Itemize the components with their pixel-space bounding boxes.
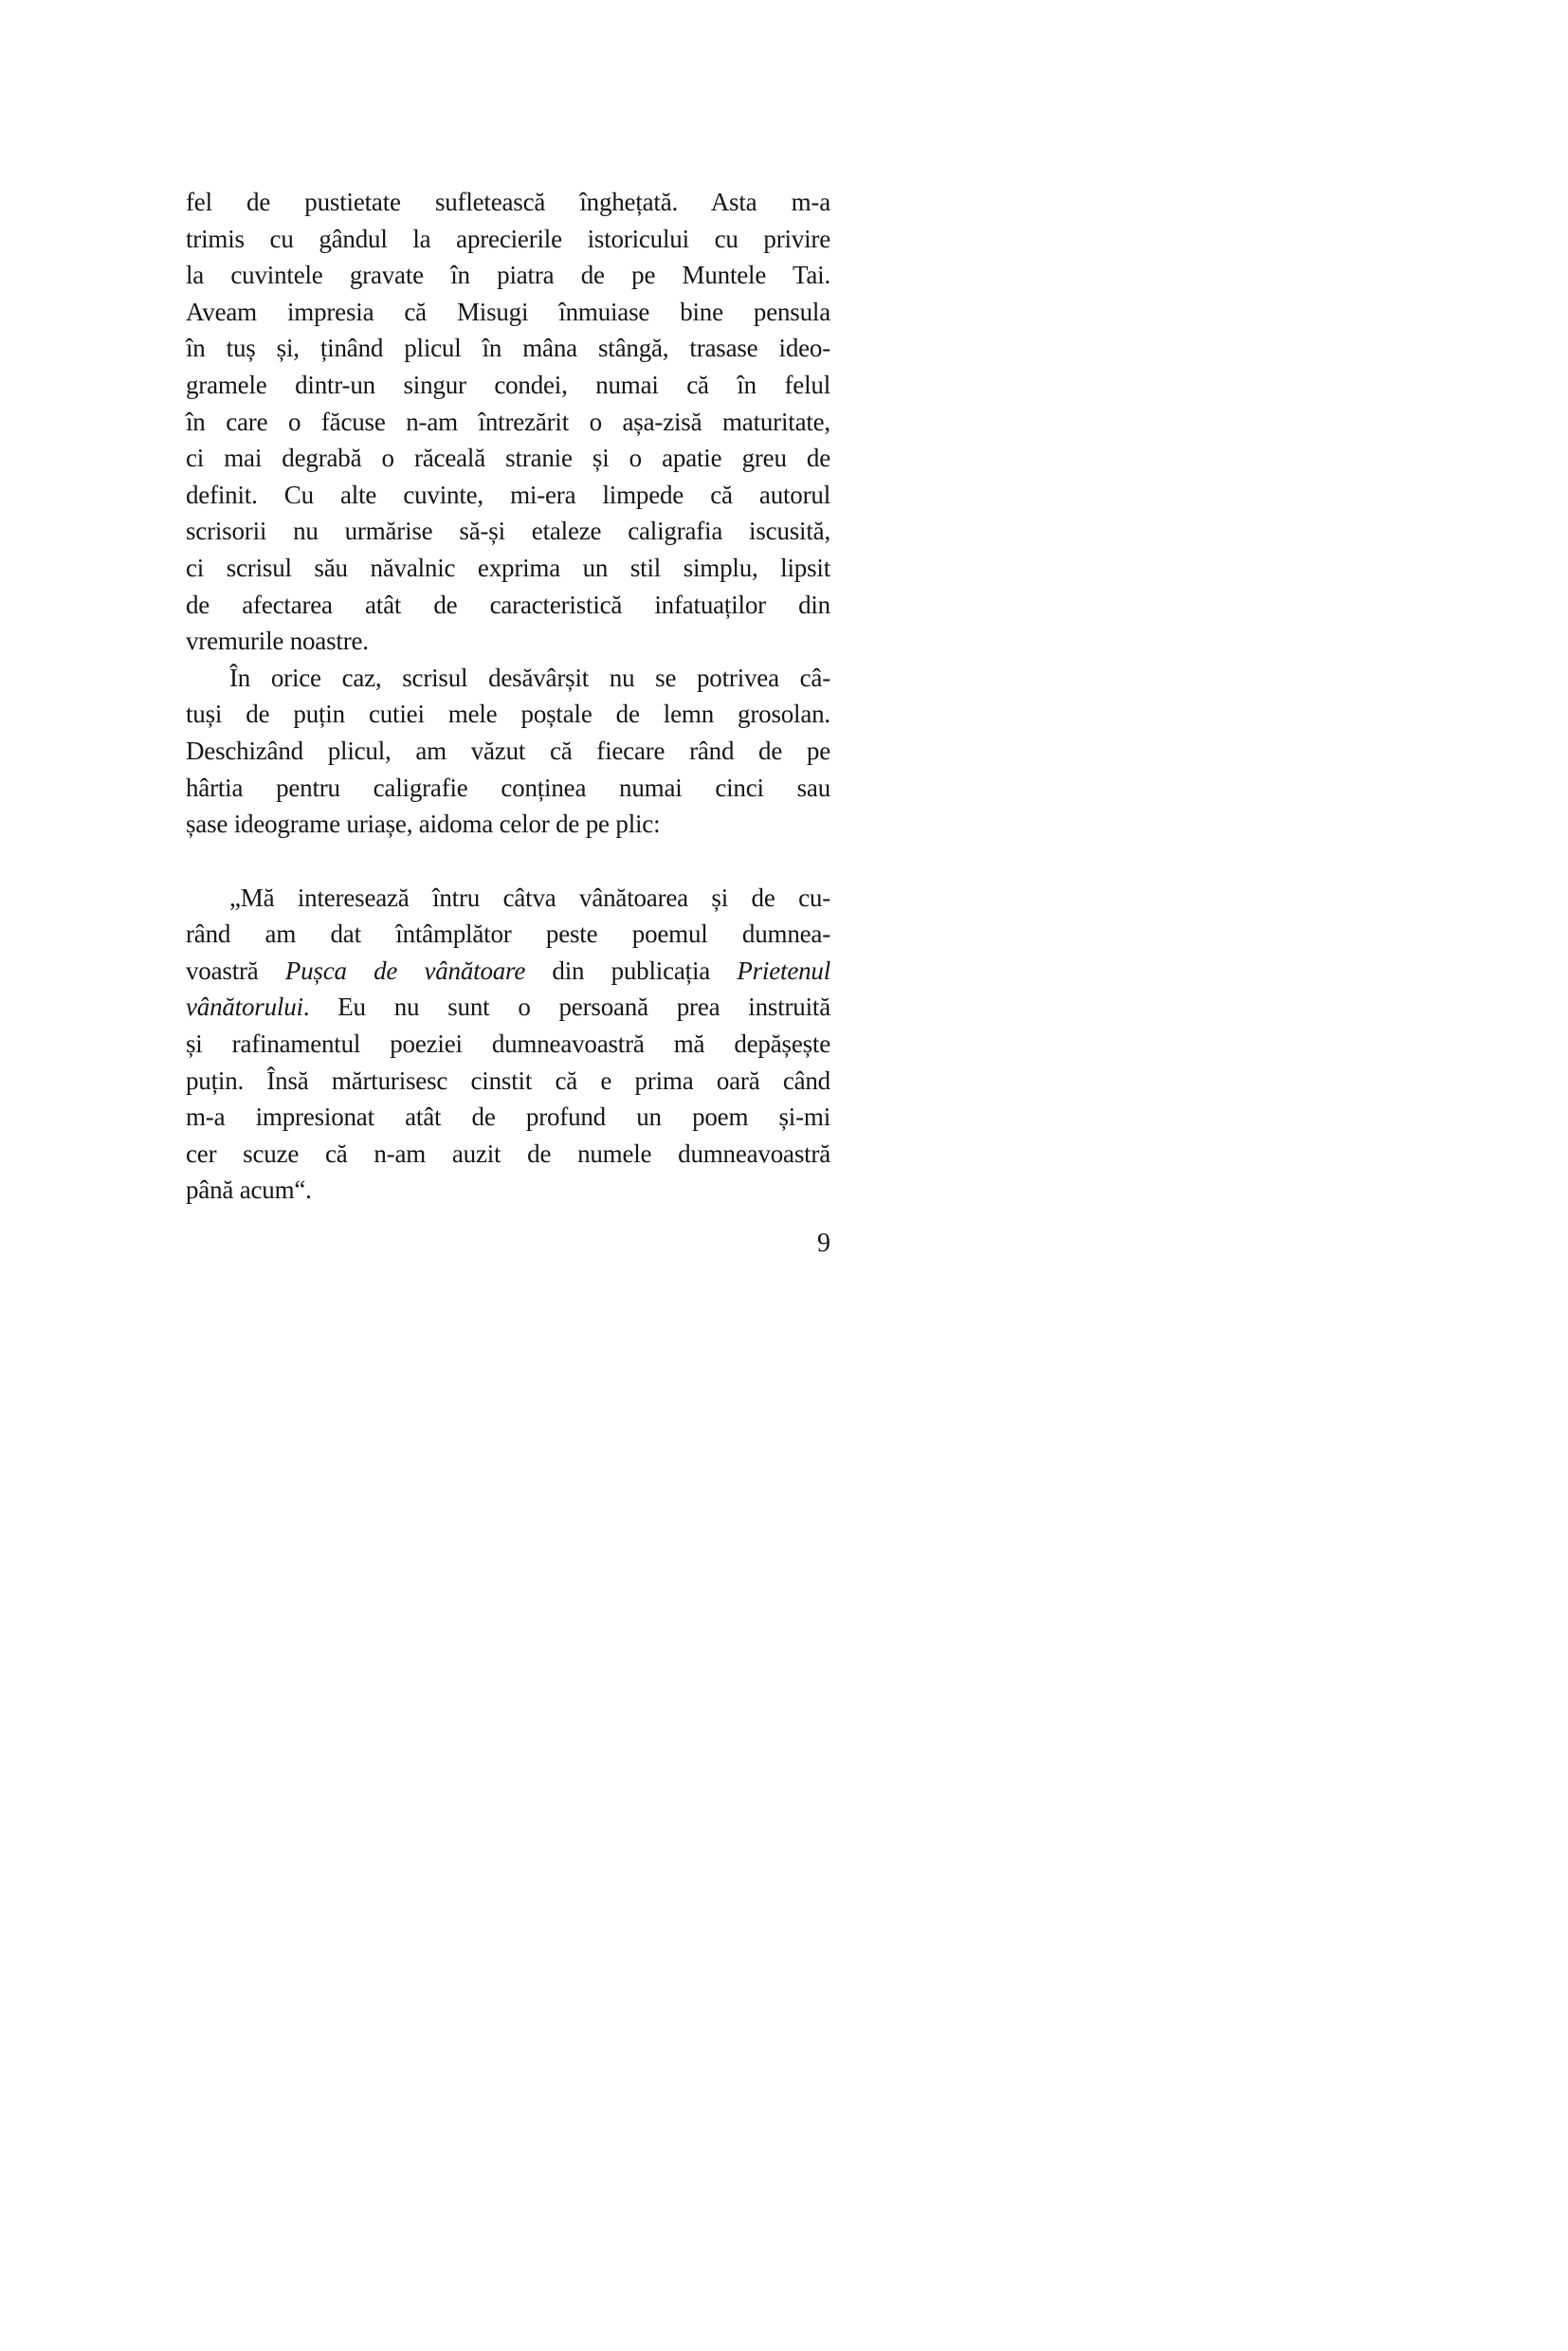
text-line [186,330,830,367]
text-segment: din publicația [525,956,738,985]
text-segment: vremurile noastre. [186,627,369,656]
text-line [186,367,830,404]
text-line [186,916,830,953]
text-segment: „Mă interesează întru câtva vânătoarea și de cu- [229,883,830,912]
text-line [186,660,830,697]
text-segment: definit. Cu alte cuvinte, mi-era limpede că autorul [186,480,830,509]
text-line [186,1026,830,1063]
text-line [186,623,830,660]
italic-text-segment: Prietenul [737,956,831,985]
text-line [186,733,830,770]
text-line [186,404,830,441]
text-segment: . Eu nu sunt o persoană prea instruită [302,993,830,1022]
text-segment: ci mai degrabă o răceală stranie și o apatie greu de [186,444,830,473]
text-segment: în tuș și, ținând plicul în mâna stângă, trasase ideo- [186,334,830,363]
text-segment: de afectarea atât de caracteristică infatuaților din [186,590,830,619]
text-line [186,880,830,917]
text-line [186,550,830,587]
italic-text-segment: vânătorului [186,993,303,1022]
text-segment: rând am dat întâmplător peste poemul dumnea- [186,920,830,949]
text-segment: șase ideograme uriașe, aidoma celor de pe plic: [186,810,661,839]
text-segment: scrisorii nu urmărise să-și etaleze caligrafia iscusită, [186,517,830,546]
text-line [186,1099,830,1136]
text-segment: ci scrisul său năvalnic exprima un stil simplu, lipsit [186,553,830,582]
text-line [186,989,830,1026]
text-segment: gramele dintr-un singur condei, numai că în felul [186,370,830,399]
paragraphs-container [186,184,830,1209]
text-segment: cer scuze că n-am auzit de numele dumneavoastră [186,1139,830,1168]
text-segment: Deschizând plicul, am văzut că fiecare rând de pe [186,736,830,765]
text-line [186,770,830,807]
text-segment: trimis cu gândul la aprecierile istoricului cu privire [186,224,830,253]
text-segment: Aveam impresia că Misugi înmuiase bine pensula [186,297,830,326]
text-segment: la cuvintele gravate în piatra de pe Muntele Tai. [186,261,830,290]
text-line [186,1136,830,1173]
text-segment: puțin. Însă mărturisesc cinstit că e prima oară când [186,1066,830,1095]
text-line [186,221,830,258]
text-segment: și rafinamentul poeziei dumneavoastră mă depășește [186,1030,830,1059]
text-segment: în care o făcuse n-am întrezărit o așa-zisă maturitate, [186,407,830,436]
italic-text-segment: Pușca de vânătoare [284,956,526,985]
text-line [186,513,830,550]
text-line [186,1063,830,1100]
paragraph [186,880,830,1209]
text-segment: tuși de puțin cutiei mele poștale de lemn grosolan. [186,700,830,729]
text-segment: fel de pustietate sufletească înghețată. Asta m-a [186,188,830,216]
page-text-block [186,184,830,1262]
text-segment: În orice caz, scrisul desăvârșit nu se potrivea câ- [229,663,830,692]
text-segment: hârtia pentru caligrafie conținea numai cinci sau [186,773,830,802]
text-line [186,184,830,221]
paragraph [186,660,830,843]
text-line [186,587,830,624]
text-line [186,696,830,733]
text-line [186,294,830,331]
text-segment: m-a impresionat atât de profund un poem și-mi [186,1103,830,1132]
paragraph [186,184,830,660]
text-segment: voastră [186,956,285,985]
text-line [186,477,830,514]
page-number: 9 [817,1229,830,1259]
text-line [186,1172,830,1209]
text-line [186,806,830,843]
text-line [186,257,830,294]
text-line [186,440,830,477]
text-line [186,953,830,990]
text-segment: până acum“. [186,1176,312,1205]
